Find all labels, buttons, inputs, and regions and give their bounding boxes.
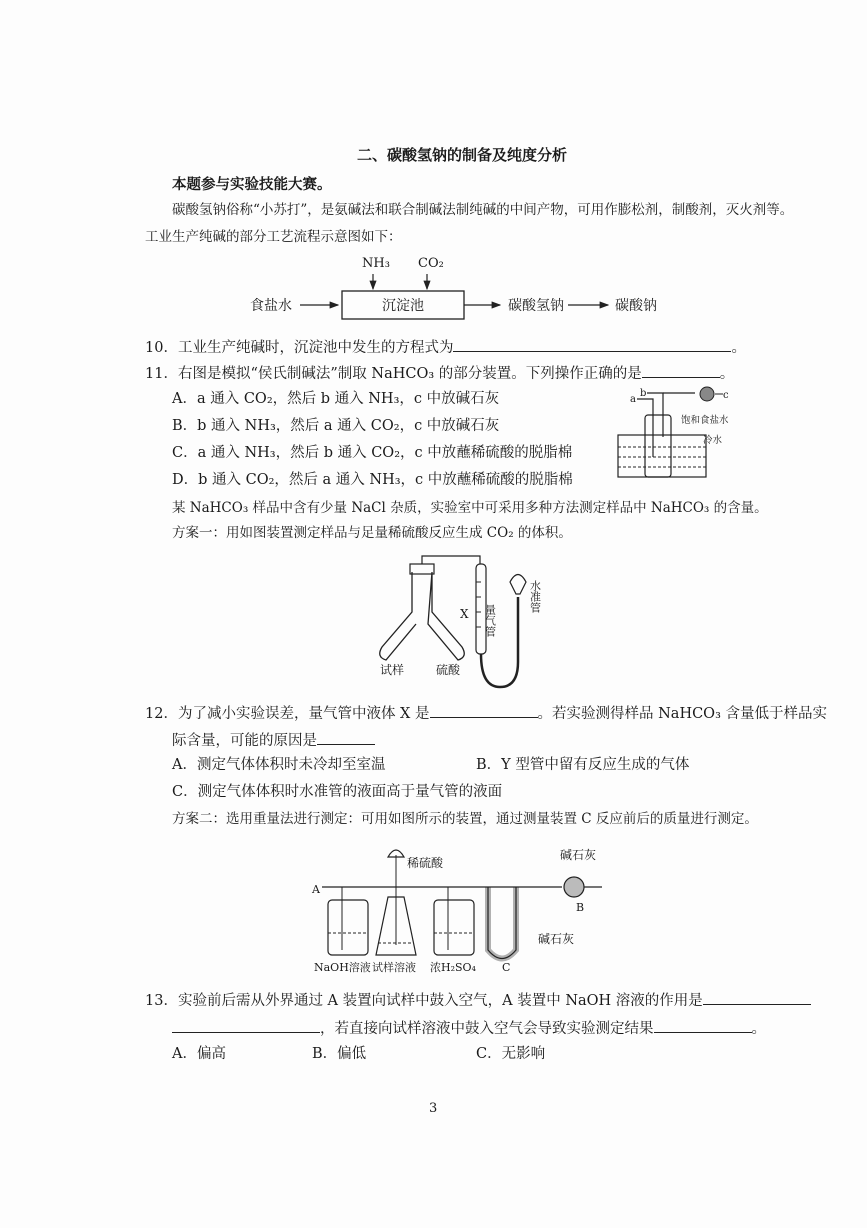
- plan2-label-sample-solution: 试样溶液: [372, 961, 416, 974]
- fig-label-cold-water: 冷水: [703, 435, 723, 446]
- q11-end: 。: [719, 366, 735, 382]
- plan2-label-dilute-acid: 稀硫酸: [407, 856, 444, 870]
- q13-text: 13．实验前后需从外界通过 A 装置向试样中鼓入空气，A 装置中 NaOH 溶液的作用是: [145, 993, 703, 1009]
- q12-option-a[interactable]: A．测定气体体积时未冷却至室温: [172, 757, 386, 773]
- plan1-label-sample: 试样: [380, 663, 405, 677]
- plan2-label-naoh: NaOH溶液: [314, 961, 371, 974]
- q13-text2: ，若直接向试样溶液中鼓入空气会导致实验测定结果: [320, 1021, 654, 1037]
- plan2-label-soda-lime: 碱石灰: [538, 932, 575, 946]
- plan2-label-conc-acid: 浓H₂SO₄: [430, 961, 476, 974]
- plan2-apparatus-figure: [312, 845, 612, 975]
- y-tube: [380, 572, 465, 660]
- bottle-a: [328, 900, 368, 955]
- bottle-conc-acid: [434, 900, 474, 955]
- q12-option-b[interactable]: B．Y 型管中留有反应生成的气体: [476, 757, 690, 773]
- q11-option-c[interactable]: C．a 通入 NH₃，然后 b 通入 CO₂，c 中放蘸稀硫酸的脱脂棉: [172, 445, 573, 461]
- plan1-text: 方案一：用如图装置测定样品与足量稀硫酸反应生成 CO₂ 的体积。: [172, 525, 572, 541]
- q13-option-a[interactable]: A．偏高: [172, 1046, 226, 1062]
- flow-box-label: 沉淀池: [382, 298, 424, 314]
- plan1-apparatus-figure: [370, 552, 550, 692]
- q10-end: 。: [731, 340, 746, 356]
- q11-option-b[interactable]: B．b 通入 NH₃，然后 a 通入 CO₂，c 中放碱石灰: [172, 418, 500, 434]
- q13-option-b[interactable]: B．偏低: [312, 1046, 367, 1062]
- q13-answer-blank-1[interactable]: [703, 990, 811, 1005]
- competition-note: 本题参与实验技能大赛。: [172, 177, 332, 193]
- fig-label-b: b: [640, 388, 647, 399]
- drying-tube-b: [564, 877, 584, 897]
- q11-option-a[interactable]: A．a 通入 CO₂，然后 b 通入 NH₃，c 中放碱石灰: [172, 391, 500, 407]
- q12-answer-blank-2[interactable]: [317, 730, 375, 745]
- q10-answer-blank[interactable]: [453, 337, 731, 352]
- q12-option-c[interactable]: C．测定气体体积时水准管的液面高于量气管的液面: [172, 784, 503, 800]
- page-number: 3: [429, 1101, 438, 1116]
- plan2-label-c: C: [502, 961, 511, 974]
- plan2-label-soda-lime-top: 碱石灰: [560, 848, 597, 862]
- plan1-label-acid: 硫酸: [436, 663, 461, 677]
- process-flow-diagram: [250, 250, 690, 325]
- question-12: [145, 703, 827, 723]
- q13-answer-blank-3[interactable]: [654, 1018, 752, 1033]
- flow-input-nh3: NH₃: [362, 256, 390, 271]
- stopper: [410, 564, 434, 574]
- q13-option-c[interactable]: C．无影响: [476, 1046, 546, 1062]
- intro-line-2: 工业生产纯碱的部分工艺流程示意图如下：: [145, 229, 402, 245]
- plan2-label-a: A: [312, 883, 320, 896]
- plan2-label-b: B: [576, 901, 585, 914]
- flow-product-2: 碳酸钠: [615, 298, 657, 314]
- cold-water-bath: [618, 435, 706, 477]
- plan1-label-gas-tube: 量气管: [483, 604, 497, 637]
- intro-line-1: 碳酸氢钠俗称“小苏打”，是氨碱法和联合制碱法制纯碱的中间产物，可用作膨松剂，制酸剂，灭火剂等。: [172, 202, 794, 218]
- q10-text: 10．工业生产纯碱时，沉淀池中发生的方程式为: [145, 340, 454, 356]
- plan1-label-water-tube: 水准管: [528, 580, 542, 613]
- q12-text2: 。若实验测得样品 NaHCO₃ 含量低于样品实: [537, 706, 827, 722]
- question-12-line2: [172, 730, 375, 750]
- plan2-text: 方案二：选用重量法进行测定：可用如图所示的装置，通过测量装置 C 反应前后的质量进行测定。: [172, 811, 758, 827]
- section-title: 二、碳酸氢钠的制备及纯度分析: [357, 146, 568, 164]
- fig-label-c: c: [723, 390, 729, 401]
- question-11: [145, 363, 734, 383]
- q11-option-d[interactable]: D．b 通入 CO₂，然后 a 通入 NH₃，c 中放蘸稀硫酸的脱脂棉: [172, 472, 573, 488]
- impurity-text: 某 NaHCO₃ 样品中含有少量 NaCl 杂质，实验室中可采用多种方法测定样品中 NaHCO₃ 的含量。: [172, 500, 768, 516]
- u-tube-c: [488, 887, 516, 959]
- q12-text3: 际含量，可能的原因是: [172, 733, 317, 749]
- plan1-label-x: X: [460, 607, 469, 621]
- q13-answer-blank-2[interactable]: [172, 1018, 320, 1033]
- q12-answer-blank-1[interactable]: [430, 703, 538, 718]
- fig-label-a: a: [630, 394, 636, 405]
- q11-answer-blank[interactable]: [642, 363, 720, 378]
- question-13-line2: [172, 1018, 766, 1038]
- fig-label-brine: 饱和食盐水: [681, 415, 729, 426]
- reaction-vessel: [645, 415, 671, 477]
- q12-text: 12．为了减小实验误差，量气管中液体 X 是: [145, 706, 430, 722]
- flow-input-co2: CO₂: [418, 256, 444, 271]
- q11-apparatus-figure: [615, 385, 735, 480]
- flow-product-1: 碳酸氢钠: [508, 298, 564, 314]
- question-10: [145, 337, 746, 357]
- leveling-bulb: [510, 575, 526, 595]
- q11-text: 11．右图是模拟“侯氏制碱法”制取 NaHCO₃ 的部分装置。下列操作正确的是: [145, 366, 642, 382]
- flow-start: 食盐水: [250, 298, 292, 314]
- q13-end: 。: [751, 1021, 766, 1037]
- question-13: [145, 990, 811, 1010]
